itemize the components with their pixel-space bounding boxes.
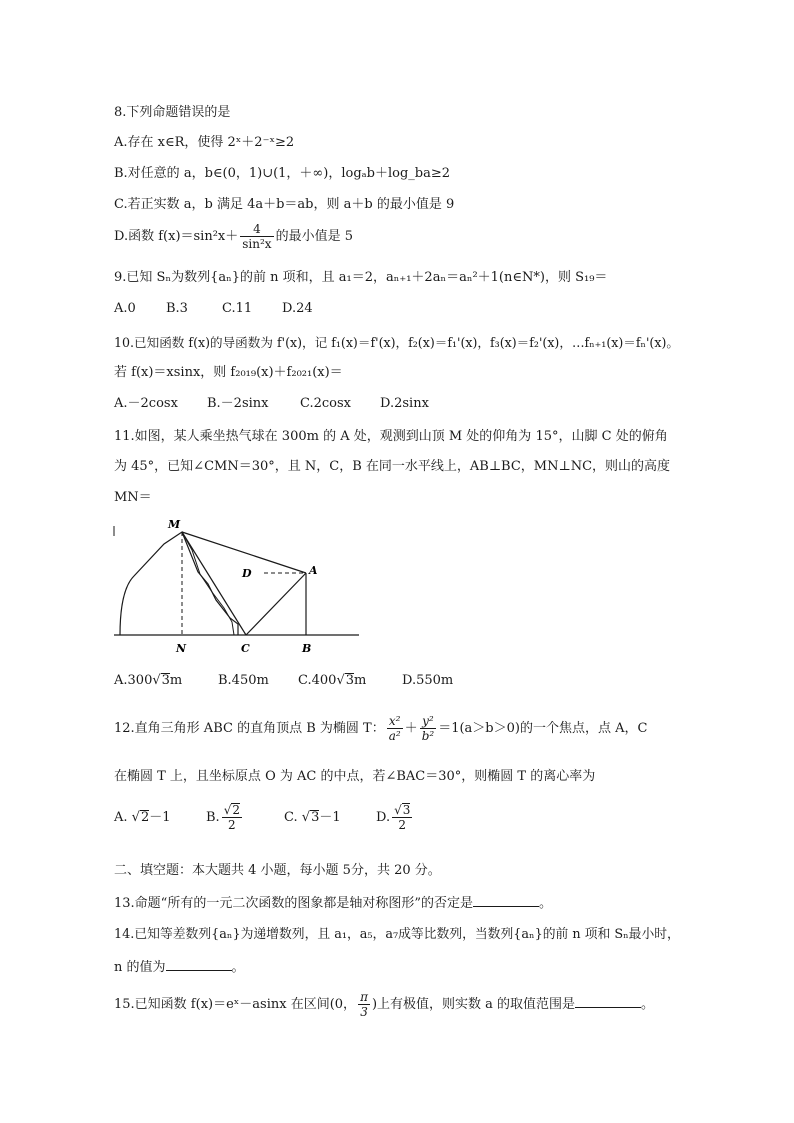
q13-end: 。: [538, 896, 552, 911]
q12-option-a: [114, 800, 206, 836]
q9-option-c: C.11: [222, 301, 253, 316]
q9-option-a: A.0: [114, 301, 136, 316]
q9-option-b: B.3: [166, 301, 188, 316]
q11-figure: [112, 512, 362, 660]
q9-options: [114, 301, 313, 317]
q8-d-fraction: [240, 222, 273, 251]
q12-c-radicand: 3: [311, 810, 320, 825]
q10-option-b: B.－2sinx: [207, 396, 269, 411]
q12-option-d: [376, 800, 414, 836]
q14-end: 。: [231, 960, 245, 975]
q12-stem-prefix: 12.直角三角形 ABC 的直角顶点 B 为椭圆 T：: [114, 721, 385, 736]
sqrt-icon: √: [394, 803, 402, 817]
q14-stem-line1: 14.已知等差数列{aₙ}为递增数列，且 a₁，a₅，a₇成等比数列，当数列{aₙ}的前 n 项和 Sₙ最小时，: [114, 927, 680, 942]
q12-eq-x-num: x²: [387, 714, 403, 729]
q8-option-b: B.对任意的 a，b∈(0，1)∪(1，＋∞)，logₐb＋log_ba≥2: [114, 166, 451, 181]
q12-d-num: [392, 803, 412, 818]
q12-d-fraction: [392, 803, 412, 832]
q8-d-prefix: D.函数 f(x)＝sin²x＋: [114, 229, 239, 244]
q8-d-suffix: 的最小值是 5: [275, 229, 353, 244]
q12-eq-x-fraction: [387, 714, 403, 743]
sqrt-icon: √: [336, 673, 345, 688]
q11-stem-line2: 为 45°，已知∠CMN＝30°，且 N，C，B 在同一水平线上，AB⊥BC，MN⊥NC，则山的高度: [114, 459, 671, 474]
q12-b-fraction: [222, 803, 242, 832]
q11-c-unit: m: [354, 673, 367, 688]
q12-stem-line2: 在椭圆 T 上，且坐标原点 O 为 AC 的中点，若∠BAC＝30°，则椭圆 T 的离心率为: [114, 769, 596, 784]
q12-b-letter: B.: [206, 810, 220, 825]
q12-eq-plus: ＋: [404, 721, 418, 736]
q10-option-a: A.－2cosx: [114, 396, 178, 411]
q11-a-radicand: 3: [161, 673, 170, 688]
q12-option-c: [284, 800, 376, 836]
q12-eq-x-den: a²: [388, 729, 401, 743]
q11-option-d: D.550m: [402, 673, 454, 688]
q10-options: [114, 396, 429, 412]
q11-a-value: A.300: [114, 673, 153, 688]
q12-eq-y-fraction: [420, 714, 437, 743]
q15-num: π: [360, 990, 368, 1004]
q11-option-a: [114, 673, 218, 689]
q11-stem-line1: 11.如图，某人乘坐热气球在 300m 的 A 处，观测到山顶 M 处的仰角为 15°，山脚 C 处的俯角: [114, 429, 668, 444]
label-n: N: [176, 642, 187, 655]
sqrt-icon: √: [131, 810, 140, 825]
ca-line: [246, 573, 306, 635]
sqrt-icon: √: [152, 673, 161, 688]
label-a: A: [309, 564, 318, 577]
q14-stem: n 的值为: [114, 960, 166, 975]
q12-c-letter: C.: [284, 810, 298, 825]
mc-line: [182, 532, 246, 635]
q8-stem: 8.下列命题错误的是: [114, 105, 231, 120]
q11-stem-line3: MN＝: [114, 490, 152, 505]
q12-c-suffix: －1: [319, 810, 341, 825]
q12-stem-line1: [114, 712, 647, 746]
q15-stem-mid: )上有极值，则实数 a 的取值范围是: [371, 997, 576, 1012]
label-d: D: [242, 567, 252, 580]
q11-option-c: [298, 673, 402, 689]
q12-eq-rhs: ＝1(a＞b＞0): [438, 721, 520, 736]
q10-stem-line2: 若 f(x)＝xsinx，则 f₂₀₁₉(x)＋f₂₀₂₁(x)＝: [114, 365, 343, 380]
q11-a-unit: m: [169, 673, 183, 688]
q12-eq-y-num: y²: [420, 714, 437, 729]
q8-d-numerator: 4: [240, 222, 273, 237]
q11-option-b: B.450m: [218, 673, 269, 688]
q9-stem: 9.已知 Sₙ为数列{aₙ}的前 n 项和，且 a₁＝2，aₙ₊₁＋2aₙ＝aₙ²＋1(n∈N*)，则 S₁₉＝: [114, 270, 608, 285]
q8-option-d: [114, 222, 353, 252]
q12-b-radicand: 2: [232, 803, 240, 817]
q13-answer-blank[interactable]: [473, 894, 539, 907]
q11-c-value: C.400: [298, 673, 337, 688]
q8-option-c: C.若正实数 a，b 满足 4a＋b＝ab，则 a＋b 的最小值是 9: [114, 197, 455, 212]
q15-end: 。: [641, 997, 655, 1012]
q10-option-d: D.2sinx: [380, 396, 429, 411]
q12-a-suffix: －1: [149, 810, 171, 825]
label-b: B: [302, 642, 312, 655]
q11-c-radicand: 3: [345, 673, 355, 688]
q12-stem-suffix: 的一个焦点，点 A，C: [519, 721, 648, 736]
q15-answer-blank[interactable]: [575, 995, 641, 1008]
q12-b-den: 2: [228, 818, 236, 832]
q13: [114, 894, 552, 912]
q8-option-a: A.存在 x∈R，使得 2ˣ＋2⁻ˣ≥2: [114, 135, 295, 150]
sqrt-icon: √: [223, 803, 232, 817]
q10-stem-line1: 10.已知函数 f(x)的导函数为 f'(x)，记 f₁(x)＝f'(x)，f₂(x)＝f₁'(x)，f₃(x)＝f₂'(x)，…fₙ₊₁(x)＝fₙ'(x)。: [114, 335, 679, 350]
q12-d-letter: D.: [376, 810, 391, 825]
q12-a-radicand: 2: [140, 810, 150, 825]
q12-a-letter: A.: [114, 810, 128, 825]
q10-option-c: C.2cosx: [300, 396, 351, 411]
q9-option-d: D.24: [282, 301, 313, 316]
mountain-outline: [120, 532, 238, 635]
section-2-heading: 二、填空题：本大题共 4 小题，每小题 5分，共 20 分。: [114, 863, 441, 878]
q12-d-radicand: 3: [402, 803, 411, 817]
q14-answer-blank[interactable]: [166, 958, 232, 971]
label-m: M: [168, 518, 181, 531]
q12-b-num: [222, 803, 242, 818]
sqrt-icon: √: [301, 810, 311, 825]
q8-d-denominator: sin²x: [242, 237, 272, 251]
q15-stem-prefix: 15.已知函数 f(x)＝eˣ－asinx 在区间(0，: [114, 997, 357, 1012]
q12-options: [114, 800, 414, 836]
q11-options: [114, 673, 453, 689]
q12-d-den: 2: [398, 818, 407, 832]
q14-line2: [114, 958, 245, 976]
q13-stem: 13.命题“所有的一元二次函数的图象都是轴对称图形”的否定是: [114, 896, 473, 911]
label-c: C: [241, 642, 250, 655]
q12-option-b: [206, 800, 284, 836]
q15-fraction: [358, 990, 370, 1019]
q12-eq-y-den: b²: [421, 729, 435, 743]
q15-den: 3: [360, 1005, 368, 1019]
q11-diagram: [112, 512, 362, 660]
q15: [114, 988, 654, 1022]
